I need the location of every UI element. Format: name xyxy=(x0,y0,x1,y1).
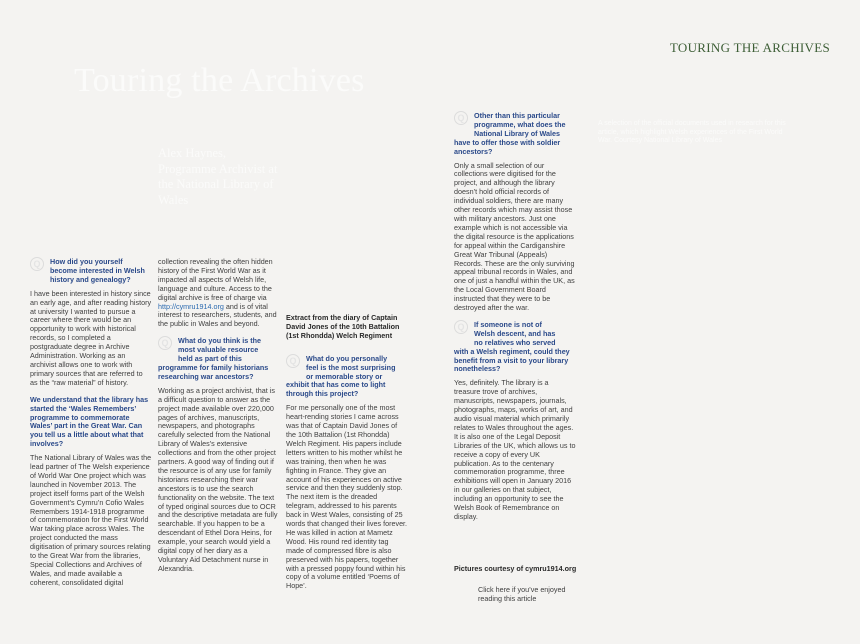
answer-text: Yes, definitely. The library is a treasure trove of archives, manuscripts, newspapers, journals, photographs, maps, works of art, and audio visual material which primarily relates to Wales throughout the ages. It is also one of the Legal Deposit Libraries of the UK, which allows us to receive a copy of every UK publication. As to the centenary commemoration programme, three exhibitions will open in January 2016 in our galleries on that subject, including an opportunity to see the Welsh Book of Remembrance on display. xyxy=(454,378,576,521)
answer-text: I have been interested in history since an early age, and after reading history at university I wanted to pursue a career where there would be an opportunity to work with historical records, so I completed a postgraduate degree in Archive Administration. Working as an archivist allows one to work with primary sources that are referred to as the “raw material” of history. xyxy=(30,288,152,387)
diary-extract-caption: Extract from the diary of Captain David Jones of the 10th Battalion (1st Rhondda) Welch Regiment xyxy=(286,313,400,340)
column-4 xyxy=(454,112,576,530)
q-badge-icon: Q xyxy=(158,336,172,350)
answer-text: collection revealing the often hidden history of the First World War as it impacted all aspects of Welsh life, language and culture. Access to the digital archive is free of charge via http://cymru1914.org and is of vital interest to researchers, students, and the public in Wales and beyond. xyxy=(158,257,277,329)
column-3 xyxy=(286,314,408,599)
question-heading: Q What do you think is the most valuable resource held as part of this programme for family historians researching war ancestors? xyxy=(158,336,269,381)
question-heading: Q Other than this particular programme, what does the National Library of Wales have to offer those with soldier ancestors? xyxy=(454,111,566,156)
answer-text: Only a small selection of our collections were digitised for the project, and although the library doesn’t hold official records of individual soldiers, there are many other records which may assist those with military ancestors. Just one example which is not accessible via the digital resource is the applications for appeal within the Cardiganshire Great War Tribunal (Appeals) Records. These are the only surviving appeal tribunal records in Wales, and one of just a handful within the UK, as the Local Government Board instructed that they were to be destroyed after the war. xyxy=(454,160,575,313)
q-badge-icon: Q xyxy=(286,354,300,368)
column-1 xyxy=(30,258,152,596)
image-caption: A selection of the official documents used in research for this article, which highlight Welsh experiences of the First World War. Courtesy National Library of Wales xyxy=(598,120,786,144)
enjoyed-article-link[interactable]: Click here if you’ve enjoyed reading this article xyxy=(478,585,566,603)
cymru1914-link[interactable]: http://cymru1914.org xyxy=(158,301,224,311)
question-heading: Q How did you yourself become interested in Welsh history and genealogy? xyxy=(30,258,152,285)
answer-text: For me personally one of the most heart-rending stories I came across was that of Captain David Jones of the 10th Battalion (1st Rhondda) Welch Regiment. His papers include letters written to his mother whilst he was training, then when he was fighting in France. They give an account of his experiences on active service and then they suddenly stop. The next item is the dreaded telegram, addressed to his parents back in West Wales, consisting of 25 words that changed their lives forever. He was killed in action at Mametz Wood. His round red identity tag made of compressed fibre is also preserved with his papers, together with a pressed poppy found within his copy of a volume entitled ‘Poems of Hope’. xyxy=(286,403,408,591)
q-badge-icon: Q xyxy=(454,320,468,334)
answer-text: Working as a project archivist, that is a difficult question to answer as the project made available over 220,000 pages of archives, manuscripts, newspapers, and photographs carefully selected from the National Library of Wales’s extensive collections and from the other project partners. A good way of finding out if the resource is of any use for family historians researching their war ancestors is to use the search functionality on the website. The text of typed original sources due to OCR and the descriptive metadata are fully searchable. If you happen to be a descendant of Ethel Dora Heins, for example, your search would yield a digital copy of her diary as a Voluntary Aid Detachment nurse in Alexandria. xyxy=(158,385,278,573)
question-heading: Q If someone is not of Welsh descent, and has no relatives who served with a Welsh regiment, could they benefit from a visit to your library nonetheless? xyxy=(454,319,570,374)
q-badge-icon: Q xyxy=(30,257,44,271)
article-subtitle: Alex Haynes, Programme Archivist at the National Library of Wales xyxy=(158,146,278,207)
section-header: TOURING THE ARCHIVES xyxy=(669,40,830,55)
question-heading: Q What do you personally feel is the most surprising or memorable story or exhibit that has come to light through this project? xyxy=(286,353,396,399)
q-badge-icon: Q xyxy=(454,111,468,125)
question-heading: We understand that the library has started the ‘Wales Remembers’ programme to commemorate Wales’ part in the Great War. Can you tell us a little about what that involves? xyxy=(30,394,149,449)
column-2 xyxy=(158,258,278,582)
picture-credits: Pictures courtesy of cymru1914.org xyxy=(454,564,577,573)
article-title: Touring the Archives xyxy=(74,62,365,99)
answer-text: The National Library of Wales was the lead partner of The Welsh experience of World War One project which was launched in November 2013. The project itself forms part of the Welsh Government’s Cymru’n Cofio Wales Remembers 1914-1918 programme of commemoration for the First World War taking place across Wales. The project conducted the mass digitisation of primary sources relating to the Great War from the libraries, Special Collections and Archives of Wales, and made available a coherent, consolidated digital xyxy=(30,453,152,587)
